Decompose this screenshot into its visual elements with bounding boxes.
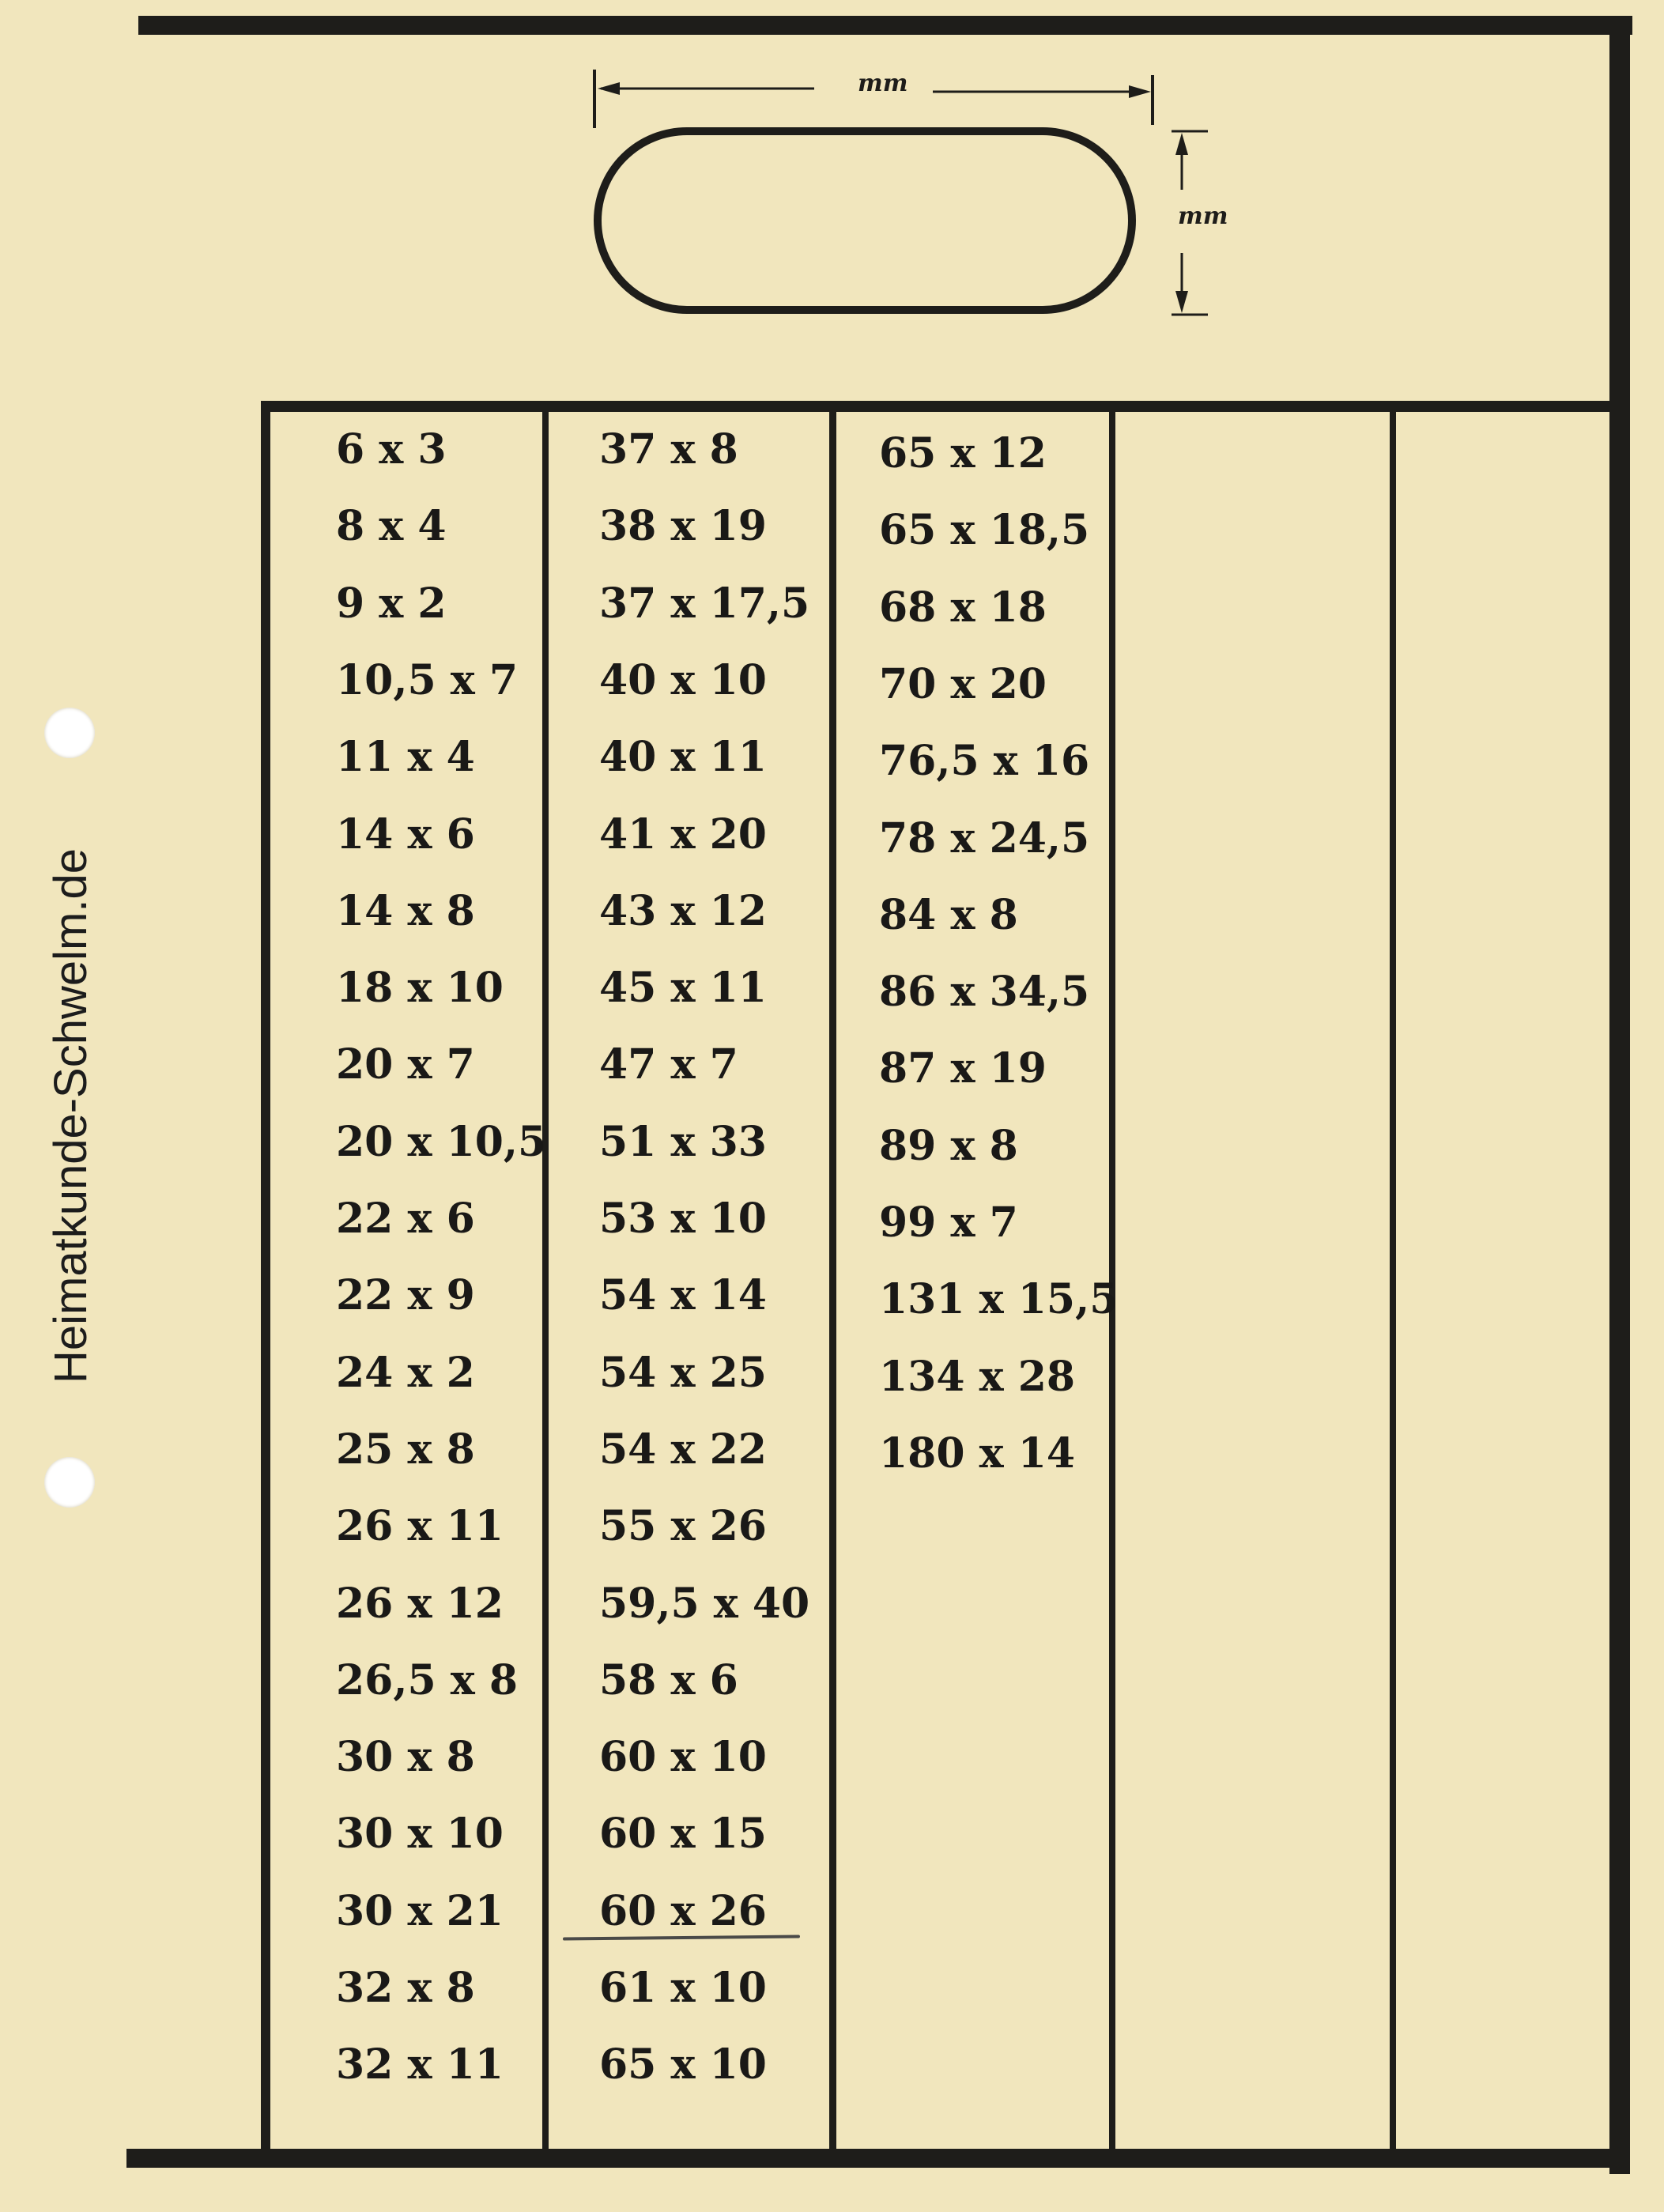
dimension-cell: 22 x 6 — [336, 1195, 475, 1243]
dimension-cell: 26,5 x 8 — [336, 1656, 519, 1704]
table-divider-1 — [542, 407, 549, 2154]
dimension-cell: 30 x 10 — [336, 1810, 504, 1858]
dimension-cell: 86 x 34,5 — [879, 968, 1090, 1016]
binder-hole-top — [44, 708, 95, 758]
dimension-cell: 14 x 6 — [336, 810, 475, 859]
dimension-cell: 54 x 25 — [599, 1349, 767, 1397]
binder-hole-bottom — [44, 1457, 95, 1508]
table-divider-0 — [261, 401, 270, 2154]
dimension-cell: 43 x 12 — [599, 887, 767, 935]
dimension-cell: 20 x 10,5 — [336, 1118, 547, 1166]
dimension-cell: 32 x 8 — [336, 1964, 475, 2012]
dimension-cell: 59,5 x 40 — [599, 1580, 810, 1628]
height-dimension-label: mm — [1178, 202, 1228, 230]
dimension-cell: 58 x 6 — [599, 1656, 738, 1704]
dimension-cell: 20 x 7 — [336, 1040, 475, 1089]
dimension-cell: 70 x 20 — [879, 660, 1047, 708]
dimension-cell: 68 x 18 — [879, 583, 1047, 632]
dimension-cell: 25 x 8 — [336, 1425, 475, 1474]
frame-right-bar — [1609, 16, 1630, 2174]
dimension-cell: 40 x 11 — [599, 733, 767, 781]
dimension-cell: 89 x 8 — [879, 1122, 1018, 1170]
dimension-cell: 55 x 26 — [599, 1502, 767, 1550]
dimension-cell: 32 x 11 — [336, 2040, 504, 2089]
dimension-cell: 60 x 26 — [599, 1887, 767, 1935]
dimension-cell: 47 x 7 — [599, 1040, 738, 1089]
dimension-cell: 11 x 4 — [336, 733, 475, 781]
dimension-cell: 41 x 20 — [599, 810, 767, 859]
dimension-cell: 26 x 12 — [336, 1580, 504, 1628]
handwritten-underline — [563, 1935, 800, 1940]
dimension-cell: 26 x 11 — [336, 1502, 504, 1550]
dimension-cell: 24 x 2 — [336, 1349, 475, 1397]
dimension-cell: 87 x 19 — [879, 1044, 1047, 1093]
dimension-cell: 37 x 17,5 — [599, 579, 810, 628]
dimension-cell: 76,5 x 16 — [879, 737, 1090, 785]
dimension-cell: 53 x 10 — [599, 1195, 767, 1243]
dimension-cell: 54 x 14 — [599, 1271, 767, 1319]
table-top-line — [264, 401, 1611, 412]
dimension-cell: 30 x 21 — [336, 1887, 504, 1935]
watermark-text: Heimatkunde-Schwelm.de — [45, 848, 96, 1383]
table-divider-2 — [829, 407, 836, 2154]
dimension-cell: 61 x 10 — [599, 1964, 767, 2012]
dimension-cell: 51 x 33 — [599, 1118, 767, 1166]
dimension-cell: 9 x 2 — [336, 579, 447, 628]
dimension-cell: 54 x 22 — [599, 1425, 767, 1474]
dimension-cell: 134 x 28 — [879, 1353, 1076, 1401]
dimension-cell: 65 x 10 — [599, 2040, 767, 2089]
dimension-cell: 37 x 8 — [599, 425, 738, 474]
dimension-cell: 65 x 12 — [879, 429, 1047, 478]
dimension-cell: 60 x 15 — [599, 1810, 767, 1858]
dimension-cell: 99 x 7 — [879, 1198, 1018, 1247]
frame-top-bar — [138, 16, 1632, 35]
dimension-cell: 84 x 8 — [879, 891, 1018, 939]
oval-profile-diagram — [553, 55, 1265, 340]
dimension-cell: 65 x 18,5 — [879, 506, 1090, 554]
dimension-cell: 14 x 8 — [336, 887, 475, 935]
dimension-cell: 78 x 24,5 — [879, 814, 1090, 863]
dimension-cell: 40 x 10 — [599, 656, 767, 704]
width-dimension-label: mm — [858, 70, 908, 97]
dimension-cell: 8 x 4 — [336, 502, 447, 550]
dimension-cell: 180 x 14 — [879, 1429, 1076, 1478]
dimension-cell: 10,5 x 7 — [336, 656, 519, 704]
dimension-cell: 6 x 3 — [336, 425, 447, 474]
dimension-cell: 18 x 10 — [336, 964, 504, 1012]
dimension-cell: 131 x 15,5 — [879, 1275, 1119, 1323]
frame-bottom-bar — [126, 2149, 1630, 2168]
table-divider-4 — [1390, 407, 1396, 2154]
dimension-cell: 30 x 8 — [336, 1733, 475, 1781]
dimension-cell: 22 x 9 — [336, 1271, 475, 1319]
dimension-cell: 45 x 11 — [599, 964, 767, 1012]
dimension-cell: 38 x 19 — [599, 502, 767, 550]
dimension-cell: 60 x 10 — [599, 1733, 767, 1781]
